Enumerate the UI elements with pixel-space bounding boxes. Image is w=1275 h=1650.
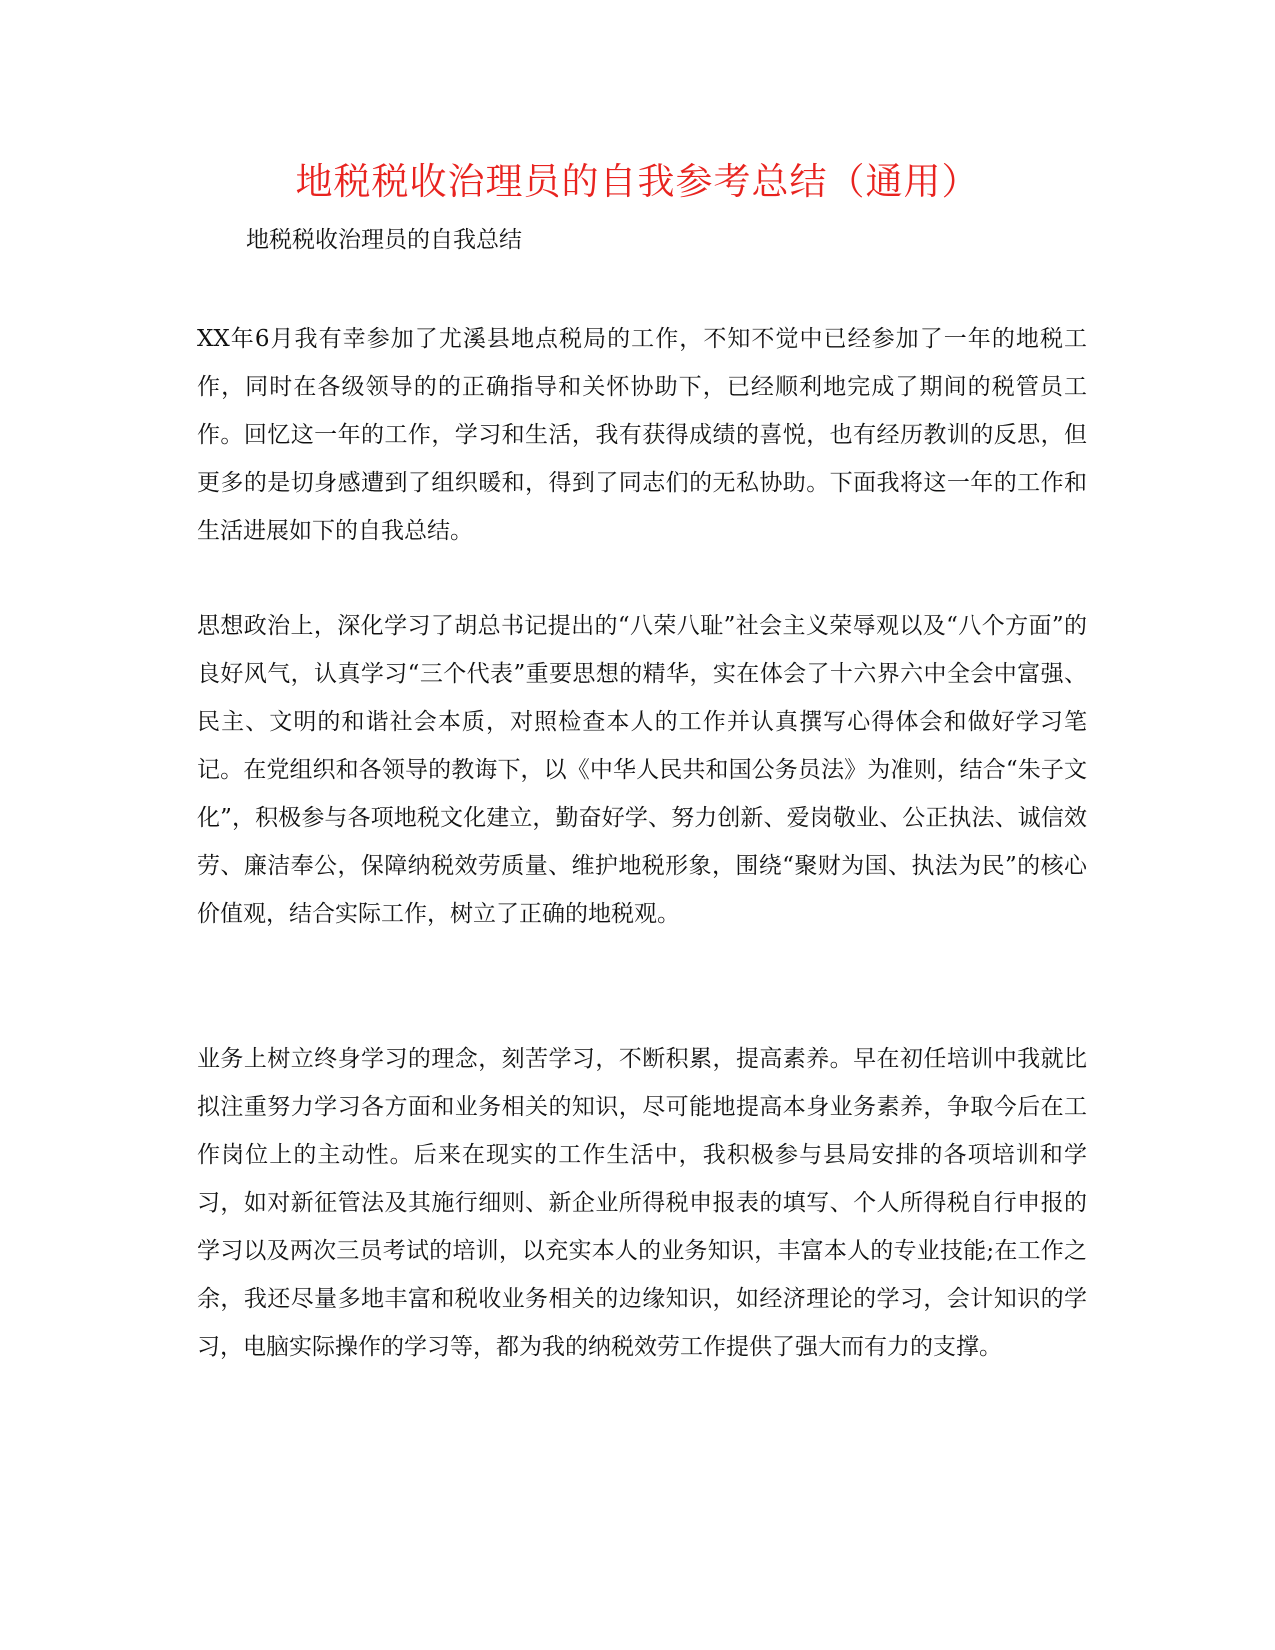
paragraph-political-thought: 思想政治上，深化学习了胡总书记提出的“八荣八耻”社会主义荣辱观以及“八个方面”的良好风气，认真学习“三个代表”重要思想的精华，实在体会了十六界六中全会中富强、民主、文明的和谐社会本质，对照检查本人的工作并认真撰写心得体会和做好学习笔记。在党组织和各领导的教诲下，以《中华人民共和国公务员法》为准则，结合“朱子文化”，积极参与各项地税文化建立，勤奋好学、努力创新、爱岗敬业、公正执法、诚信效劳、廉洁奉公，保障纳税效劳质量、维护地税形象，围绕“聚财为国、执法为民”的核心价值观，结合实际工作，树立了正确的地税观。: [197, 613, 1087, 927]
paragraph-intro: XX年6月我有幸参加了尤溪县地点税局的工作，不知不觉中已经参加了一年的地税工作，同时在各级领导的的正确指导和关怀协助下，已经顺利地完成了期间的税管员工作。回忆这一年的工作，学习和生活，我有获得成绩的喜悦，也有经历教训的反思，但更多的是切身感遭到了组织暖和，得到了同志们的无私协助。下面我将这一年的工作和生活进展如下的自我总结。: [197, 326, 1087, 544]
document-title: 地税税收治理员的自我参考总结（通用）: [295, 160, 980, 203]
document-subtitle: 地税税收治理员的自我总结: [246, 227, 522, 253]
paragraph-professional-study: 业务上树立终身学习的理念，刻苦学习，不断积累，提高素养。早在初任培训中我就比拟注重努力学习各方面和业务相关的知识，尽可能地提高本身业务素养，争取今后在工作岗位上的主动性。后来在现实的工作生活中，我积极参与县局安排的各项培训和学习，如对新征管法及其施行细则、新企业所得税申报表的填写、个人所得税自行申报的学习以及两次三员考试的培训，以充实本人的业务知识，丰富本人的专业技能;在工作之余，我还尽量多地丰富和税收业务相关的边缘知识，如经济理论的学习，会计知识的学习，电脑实际操作的学习等，都为我的纳税效劳工作提供了强大而有力的支撑。: [197, 1046, 1087, 1360]
